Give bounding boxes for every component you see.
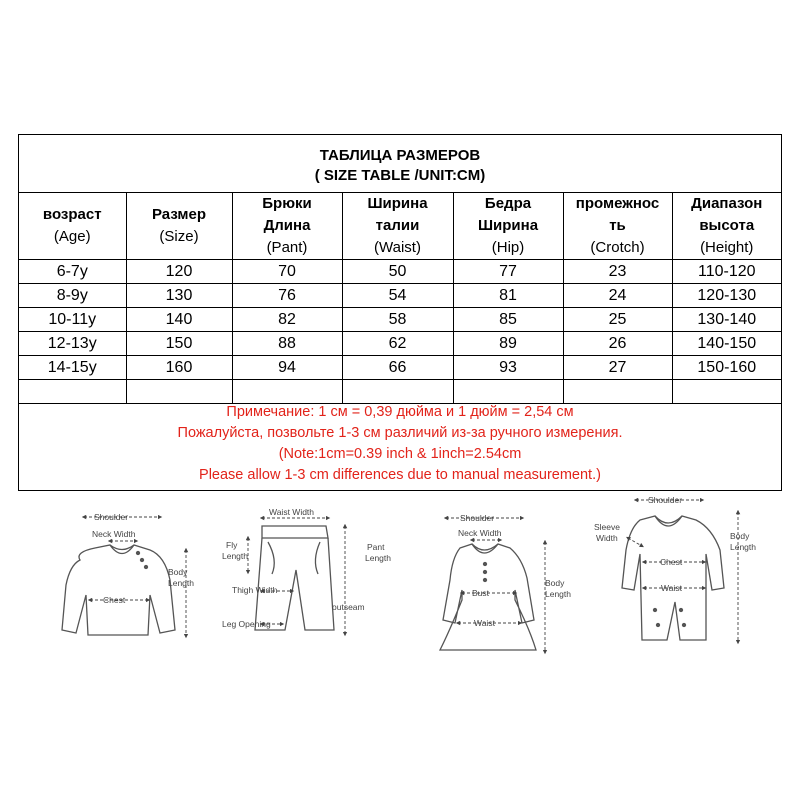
shirt-body-label-1: Body (168, 567, 188, 577)
pants-thigh-label: Thigh Width (232, 585, 278, 595)
cell-height: 120-130 (672, 284, 781, 308)
cell-hip: 93 (453, 356, 563, 380)
cell-waist: 62 (342, 332, 453, 356)
pants-length-label-2: Length (365, 553, 391, 563)
dress-waist-label: Waist (474, 618, 495, 628)
header-waist: Ширина талии (Waist) (342, 192, 453, 260)
cell-pant: 82 (232, 308, 342, 332)
cell-pant: 88 (232, 332, 342, 356)
title-en: ( SIZE TABLE /UNIT:CM) (314, 167, 486, 184)
cell-size: 120 (126, 260, 232, 284)
cell-empty (126, 380, 232, 404)
note-line: Пожалуйста, позвольте 1-3 см различий из-за ручного измерения. (177, 425, 623, 441)
cell-waist: 58 (342, 308, 453, 332)
title-ru: ТАБЛИЦА РАЗМЕРОВ (319, 147, 481, 164)
cell-hip: 77 (453, 260, 563, 284)
header-crotch: промежнос ть (Crotch) (563, 192, 672, 260)
table-header-row (19, 192, 781, 260)
header-pant: Брюки Длина (Pant) (232, 192, 342, 260)
cell-waist: 54 (342, 284, 453, 308)
cell-height: 140-150 (672, 332, 781, 356)
cell-age: 8-9y (19, 284, 126, 308)
shirt-diagram (62, 545, 175, 635)
cell-hip: 81 (453, 284, 563, 308)
cell-waist: 50 (342, 260, 453, 284)
pants-fly-label-2: Length (222, 551, 248, 561)
cell-pant: 70 (232, 260, 342, 284)
title-block (19, 135, 781, 193)
pants-waist-label: Waist Width (269, 507, 315, 517)
shirt-shoulder-label: Shoulder (94, 512, 129, 522)
cell-pant: 76 (232, 284, 342, 308)
cell-hip: 89 (453, 332, 563, 356)
table-row (19, 332, 781, 356)
header-hip: Бедра Ширина (Hip) (453, 192, 563, 260)
pants-leg-label: Leg Opening (222, 619, 271, 629)
header-age: возраст (Age) (19, 192, 126, 260)
cell-height: 150-160 (672, 356, 781, 380)
dress-shoulder-label: Shoulder (460, 513, 495, 523)
cell-empty (19, 380, 126, 404)
shirt-neck-label: Neck Width (92, 529, 136, 539)
size-chart (18, 134, 782, 491)
cell-empty (232, 380, 342, 404)
cell-age: 10-11y (19, 308, 126, 332)
cell-size: 150 (126, 332, 232, 356)
cell-hip: 85 (453, 308, 563, 332)
dress-body-label-1: Body (545, 578, 565, 588)
cell-size: 140 (126, 308, 232, 332)
measurement-diagrams (0, 490, 800, 800)
pants-outseam-label: outseam (332, 602, 365, 612)
shirt-chest-label: Chest (103, 595, 126, 605)
cell-size: 160 (126, 356, 232, 380)
note-line: Please allow 1-3 cm differences due to manual measurement.) (199, 467, 601, 483)
table-row (19, 260, 781, 284)
cell-age: 14-15y (19, 356, 126, 380)
pants-fly-label-1: Fly (226, 540, 238, 550)
romper-measure-lines (628, 500, 738, 642)
shirt-body-label-2: Length (168, 578, 194, 588)
table-row (19, 284, 781, 308)
cell-crotch: 25 (563, 308, 672, 332)
table-row-empty (19, 380, 781, 404)
pants-length-label-1: Pant (367, 542, 385, 552)
cell-height: 110-120 (672, 260, 781, 284)
romper-waist-label: Waist (661, 583, 682, 593)
cell-empty (342, 380, 453, 404)
note-line: (Note:1cm=0.39 inch & 1inch=2.54cm (278, 446, 522, 462)
table-row (19, 308, 781, 332)
romper-body-label-2: Length (730, 542, 756, 552)
cell-crotch: 23 (563, 260, 672, 284)
cell-empty (453, 380, 563, 404)
cell-crotch: 27 (563, 356, 672, 380)
dress-bust-label: Bust (472, 588, 490, 598)
cell-crotch: 26 (563, 332, 672, 356)
cell-crotch: 24 (563, 284, 672, 308)
romper-body-label-1: Body (730, 531, 750, 541)
header-height: Диапазон высота (Height) (672, 192, 781, 260)
cell-size: 130 (126, 284, 232, 308)
romper-sleeve-label-2: Width (596, 533, 618, 543)
pants-diagram (255, 526, 334, 630)
dress-body-label-2: Length (545, 589, 571, 599)
note-line: Примечание: 1 см = 0,39 дюйма и 1 дюйм = 2,54 см (226, 404, 574, 420)
cell-height: 130-140 (672, 308, 781, 332)
cell-waist: 66 (342, 356, 453, 380)
cell-age: 12-13y (19, 332, 126, 356)
cell-age: 6-7y (19, 260, 126, 284)
cell-pant: 94 (232, 356, 342, 380)
cell-empty (563, 380, 672, 404)
header-size: Размер (Size) (126, 192, 232, 260)
romper-sleeve-label-1: Sleeve (594, 522, 620, 532)
romper-chest-label: Chest (660, 557, 683, 567)
dress-neck-label: Neck Width (458, 528, 502, 538)
measurement-notes (19, 402, 781, 486)
table-row (19, 356, 781, 380)
romper-shoulder-label: Shoulder (648, 495, 683, 505)
cell-empty (672, 380, 781, 404)
romper-diagram (622, 516, 724, 640)
size-table (19, 192, 781, 404)
